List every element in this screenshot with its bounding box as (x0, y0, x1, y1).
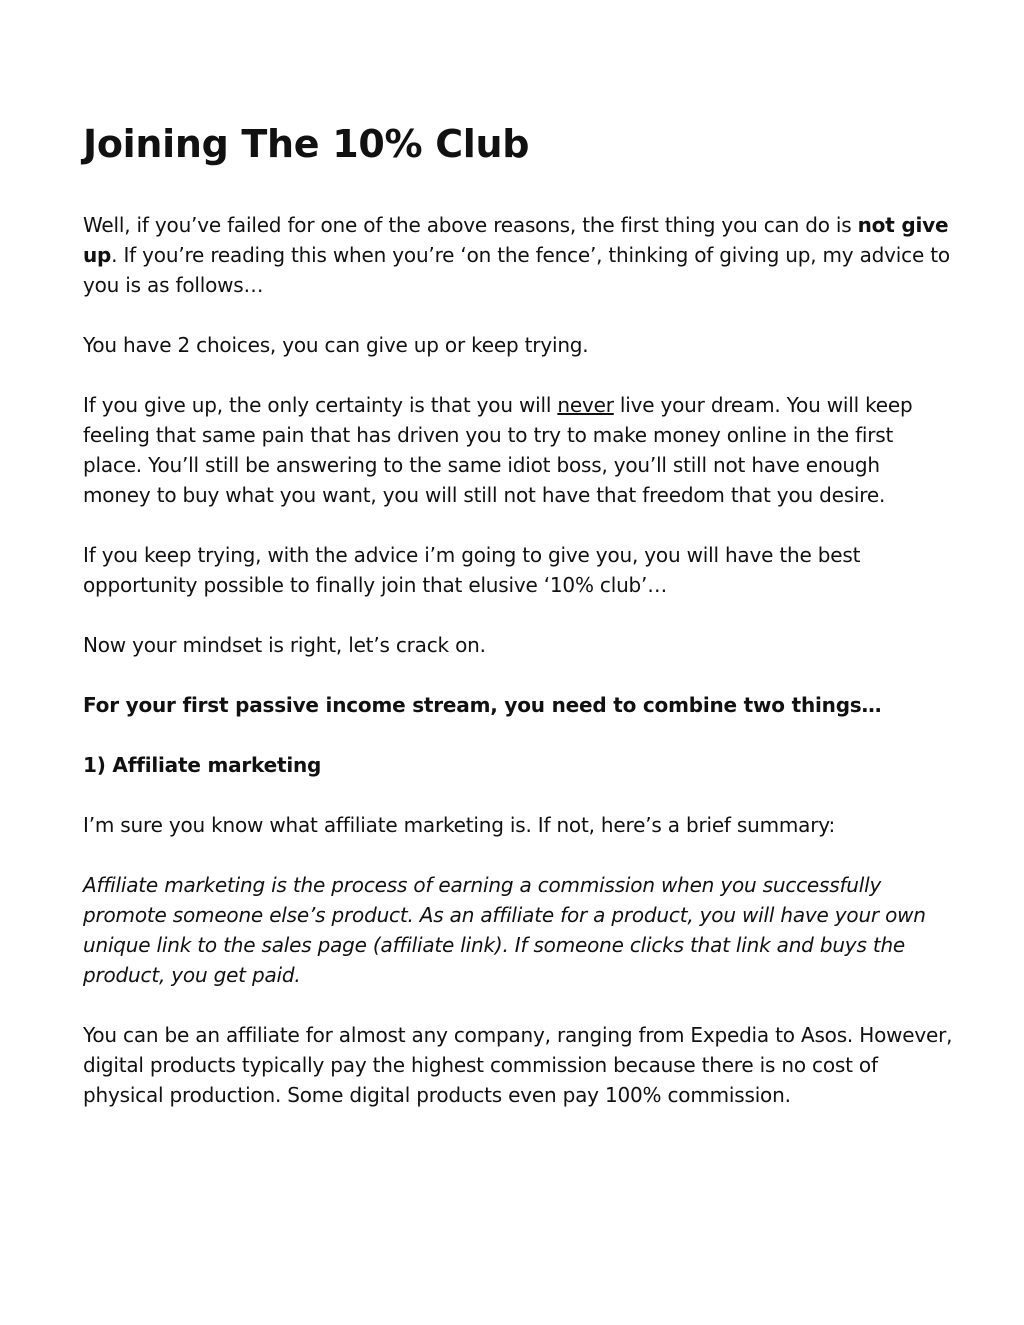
paragraph-dont-give-up (83, 210, 953, 300)
emphasis-not-give-up: not give up (83, 213, 949, 267)
document-page (83, 118, 953, 1140)
paragraph-give-up (83, 390, 953, 510)
paragraph-text: . If you’re reading this when you’re ‘on the fence’, thinking of giving up, my advice to you is as follows… (83, 243, 950, 297)
paragraph-affiliate-definition: Affiliate marketing is the process of earning a commission when you successfully promote someone else’s product. As an affiliate for a product, you will have your own unique link to the sales page (affiliate link). If someone clicks that link and buys the product, you get paid. (83, 873, 926, 987)
paragraph-two-choices: You have 2 choices, you can give up or keep trying. (83, 333, 589, 357)
paragraph-text: live your dream. You will keep feeling that same pain that has driven you to try to make money online in the first place. You’ll still be answering to the same idiot boss, you’ll still not have enough money to buy what you want, you will still not have that freedom that you desire. (83, 393, 913, 507)
heading-passive-income: For your first passive income stream, you need to combine two things… (83, 693, 882, 717)
heading-affiliate-marketing: 1) Affiliate marketing (83, 753, 322, 777)
paragraph-mindset: Now your mindset is right, let’s crack on. (83, 633, 486, 657)
paragraph-text: Well, if you’ve failed for one of the above reasons, the first thing you can do is (83, 213, 858, 237)
paragraph-keep-trying: If you keep trying, with the advice i’m going to give you, you will have the best opportunity possible to finally join that elusive ‘10% club’… (83, 543, 861, 597)
page-title: Joining The 10% Club (83, 122, 530, 166)
emphasis-never: never (557, 393, 614, 417)
paragraph-text: If you give up, the only certainty is that you will (83, 393, 558, 417)
paragraph-affiliate-intro: I’m sure you know what affiliate marketing is. If not, here’s a brief summary: (83, 813, 835, 837)
paragraph-affiliate-companies: You can be an affiliate for almost any company, ranging from Expedia to Asos. However, digital products typically pay the highest commission because there is no cost of physical production. Some digital products even pay 100% commission. (83, 1023, 953, 1107)
